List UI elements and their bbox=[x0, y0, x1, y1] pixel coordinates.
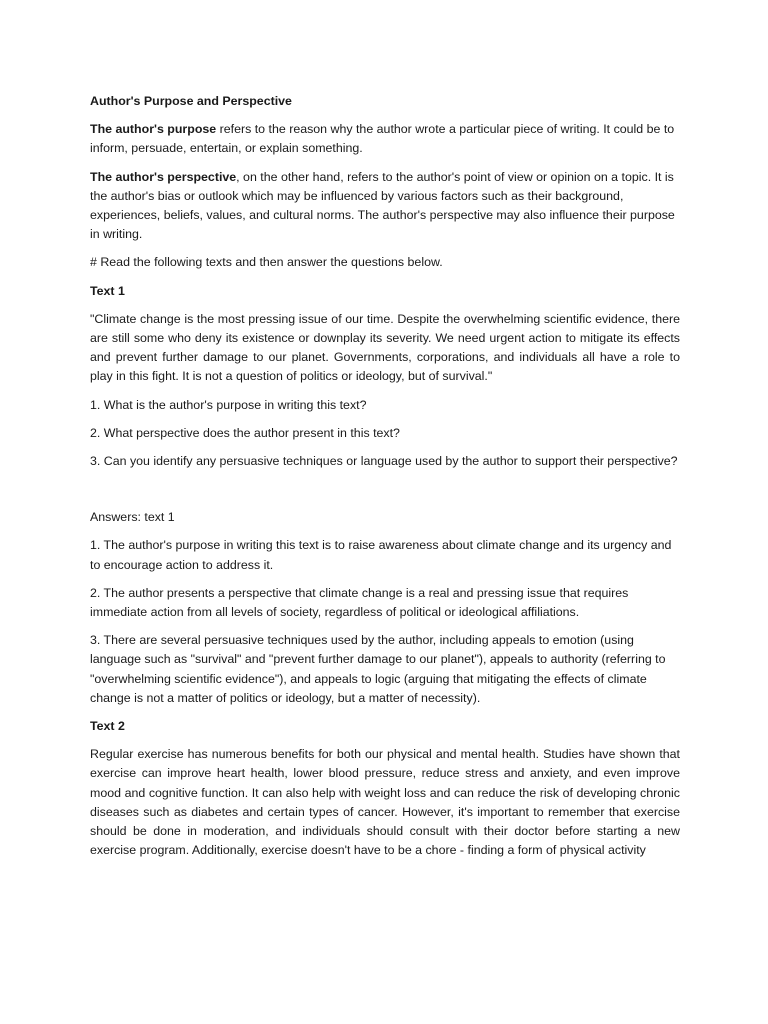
answer-3: 3. There are several persuasive techniques used by the author, including appeals to emotion (using language such as "survival" and "prevent further damage to our planet"), appeals to authority (referring to "overwhelming scientific evidence"), and appeals to logic (arguing that mitigating the effects of climate change is not a matter of politics or ideology, but a matter of necessity). bbox=[90, 633, 666, 705]
purpose-term: The author's purpose bbox=[90, 122, 217, 137]
text1-question-2: 2. What perspective does the author present in this text? bbox=[90, 425, 400, 440]
purpose-text: refers to the reason why the author wrote a particular piece of writing. It could be to inform, persuade, entertain, or explain something. bbox=[90, 122, 675, 156]
text1-passage: "Climate change is the most pressing issue of our time. Despite the overwhelming scientific evidence, there are still some who deny its existence or downplay its severity. We need urgent action to mitigate its effects and prevent further damage to our planet. Governments, corporations, and individuals all have a role to play in this fight. It is not a question of politics or ideology, but of survival." bbox=[90, 311, 680, 384]
answer-2: 2. The author presents a perspective that climate change is a real and pressing issue that requires immediate action from all levels of society, regardless of political or ideological affiliations. bbox=[90, 585, 629, 620]
answer-1: 1. The author's purpose in writing this text is to raise awareness about climate change and its urgency and to encourage action to address it. bbox=[90, 538, 672, 572]
section-spacer bbox=[90, 480, 680, 508]
perspective-term: The author's perspective bbox=[90, 169, 237, 184]
text2-heading: Text 2 bbox=[90, 719, 125, 734]
perspective-text: , on the other hand, refers to the author's point of view or opinion on a topic. It is the author's bias or outlook which may be influenced by various factors such as their background, experiences, beliefs, values, and cultural norms. The author's perspective may also influence their purpose in writing. bbox=[90, 169, 675, 242]
perspective-definition bbox=[90, 168, 680, 245]
text1-heading: Text 1 bbox=[90, 283, 125, 298]
document-title: Author's Purpose and Perspective bbox=[90, 94, 292, 108]
purpose-definition bbox=[90, 120, 680, 158]
text1-question-3: 3. Can you identify any persuasive techniques or language used by the author to support their perspective? bbox=[90, 454, 678, 469]
text2-passage: Regular exercise has numerous benefits for both our physical and mental health. Studies have shown that exercise can improve heart health, lower blood pressure, reduce stress and anxiety, and even improve mood and cognitive function. It can also help with weight loss and can reduce the risk of developing chronic diseases such as diabetes and certain types of cancer. However, it's important to remember that exercise should be done in moderation, and individuals should consult with their doctor before starting a new exercise program. Additionally, exercise doesn't have to be a chore - finding a form of physical activity bbox=[90, 747, 680, 858]
text1-question-1: 1. What is the author's purpose in writing this text? bbox=[90, 397, 367, 412]
answers1-heading: Answers: text 1 bbox=[90, 510, 175, 525]
document-page bbox=[90, 92, 680, 870]
instruction-line: # Read the following texts and then answer the questions below. bbox=[90, 255, 443, 270]
